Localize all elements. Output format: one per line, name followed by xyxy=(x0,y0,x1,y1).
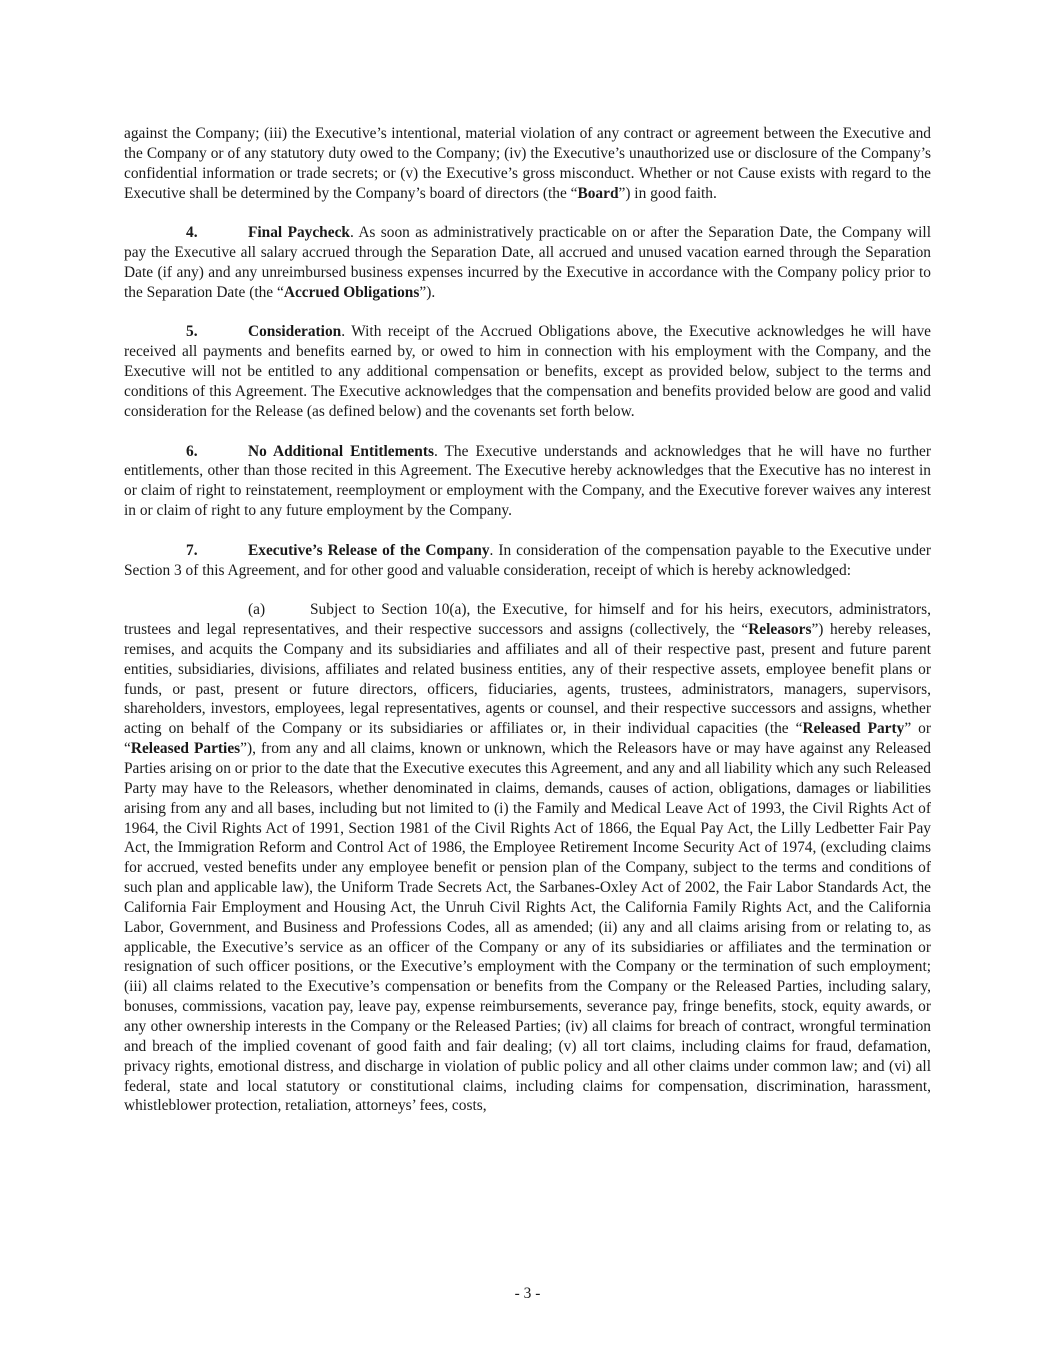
paragraph-cause-continuation: against the Company; (iii) the Executive’s intentional, material violation of any contract or agreement between the Executive and the Company or of any statutory duty owed to the Company; (iv) the Executive’s unauthorized use or disclosure of the Company’s confidential information or trade secrets; or (v) the Executive’s gross misconduct. Whether or not Cause exists with regard to the Executive shall be determined by the Company’s board of directors (the “Board”) in good faith. xyxy=(124,125,931,202)
subsection-label: (a) xyxy=(248,601,266,619)
section-title: Executive’s Release of the Company xyxy=(248,541,490,559)
defined-term-board: Board xyxy=(577,184,619,202)
defined-term-released-parties: Released Parties xyxy=(130,740,241,758)
section-4-final-paycheck: 4. Final Paycheck. As soon as administratively practicable on or after the Separation Date, the Company will pay the Executive all salary accrued through the Separation Date, all accrued and unused vacation earned through the Separation Date (if any) and any unreimbursed business expenses incurred by the Executive in accordance with the Company policy prior to the Separation Date (the “Accrued Obligations”). xyxy=(124,224,931,301)
section-title: Final Paycheck xyxy=(248,224,350,242)
section-6-no-additional-entitlements: 6. No Additional Entitlements. The Executive understands and acknowledges that he will have no further entitlements, other than those recited in this Agreement. The Executive hereby acknowledges that the Executive has no interest in or claim of right to reinstatement, reemployment or employment with the Company, and the Executive forever waives any interest in or claim of right to any future employment by the Company. xyxy=(124,442,932,520)
defined-term-accrued-obligations: Accrued Obligations xyxy=(283,283,420,301)
document-page xyxy=(124,124,931,1116)
section-7-executive-release: 7. Executive’s Release of the Company. In consideration of the compensation payable to the Executive under Section 3 of this Agreement, and for other good and valuable consideration, receipt of which is hereby acknowledged: xyxy=(124,541,931,579)
section-number: 7. xyxy=(186,541,198,559)
section-number: 5. xyxy=(186,323,198,341)
section-5-consideration: 5. Consideration. With receipt of the Accrued Obligations above, the Executive acknowledges he will have received all payments and benefits earned by, or owed to him in connection with his employment with the Company, and the Executive will not be entitled to any additional compensation or benefits, except as provided below, subject to the terms and conditions of this Agreement. The Executive acknowledges that the compensation and benefits provided below are good and valid consideration for the Release (as defined below) and the covenants set forth below. xyxy=(124,323,931,420)
section-title: No Additional Entitlements xyxy=(248,442,434,460)
defined-term-releasors: Releasors xyxy=(748,621,812,639)
defined-term-released-party: Released Party xyxy=(802,720,905,738)
section-number: 4. xyxy=(186,224,198,242)
section-number: 6. xyxy=(186,442,198,460)
section-7a-release-clause: (a) Subject to Section 10(a), the Executive, for himself and for his heirs, executors, administrators, trustees and legal representatives, and their respective successors and assigns (collectively, the “Releasors”) hereby releases, remises, and acquits the Company and its subsidiaries and affiliates and all of their respective past, present and future parent entities, subsidiaries, divisions, affiliates and related business entities, any of their respective assets, employee benefit plans or funds, or past, present or future directors, officers, fiduciaries, agents, trustees, administrators, managers, supervisors, shareholders, investors, employees, legal representatives, agents or counsel, and their respective successors and assigns, whether acting on behalf of the Company or its subsidiaries or affiliates or, in their individual capacities (the “Released Party” or “Released Parties”), from any and all claims, known or unknown, which the Releasors have or may have against any Released Parties arising on or prior to the date that the Executive executes this Agreement, and any and all liability which any such Released Party may have to the Releasors, whether denominated in claims, demands, causes of action, obligations, damages or liabilities arising from any and all bases, including but not limited to (i) the Family and Medical Leave Act of 1993, the Civil Rights Act of 1964, the Civil Rights Act of 1991, Section 1981 of the Civil Rights Act of 1866, the Equal Pay Act, the Lilly Ledbetter Fair Pay Act, the Immigration Reform and Control Act of 1986, the Employee Retirement Income Security Act of 1974, (excluding claims for accrued, vested benefits under any employee benefit or pension plan of the Company, subject to the terms and conditions of such plan and applicable law), the Uniform Trade Secrets Act, the Sarbanes-Oxley Act of 2002, the Fair Labor Standards Act, the California Fair Employment and Housing Act, the Unruh Civil Rights Act, the California Family Rights Act, and the California Labor, Government, and Business and Professions Codes, all as amended; (ii) any and all claims arising from or relating to, as applicable, the Executive’s service as an officer of the Company or any of its subsidiaries or affiliates and the termination or resignation of such officer positions, or the Executive’s employment with the Company or the termination of such employment; (iii) all claims related to the Executive’s compensation or benefits from the Company or the Released Parties, including salary, bonuses, commissions, vacation pay, leave pay, expense reimbursements, severance pay, fringe benefits, stock, equity awards, or any other ownership interests in the Company or the Released Parties; (iv) all claims for breach of contract, wrongful termination and breach of the implied covenant of good faith and fair dealing; (v) all tort claims, including claims for fraud, defamation, privacy rights, emotional distress, and discharge in violation of public policy and all other claims under common law; and (vi) all federal, state and local statutory or constitutional claims, including claims for compensation, discrimination, harassment, whistleblower protection, retaliation, attorneys’ fees, costs, xyxy=(124,601,932,1115)
section-title: Consideration xyxy=(248,323,342,341)
page-number: - 3 - xyxy=(514,1285,541,1302)
